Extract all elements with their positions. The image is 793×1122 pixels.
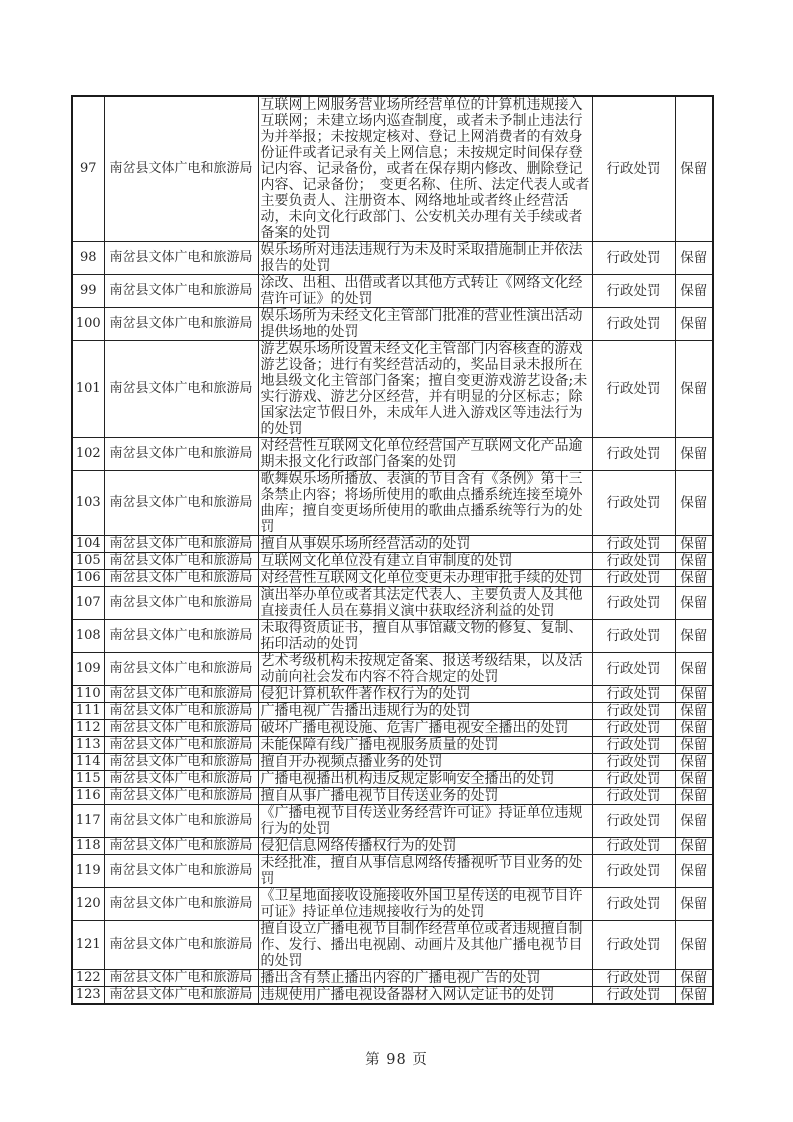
department-name: 南岔县文体广电和旅游局 [104, 855, 258, 888]
penalty-description: 歌舞娱乐场所播放、表演的节目含有《条例》第十三条禁止内容；将场所使用的歌曲点播系统连接至境外曲库；擅自变更场所使用的歌曲点播系统等行为的处罚 [258, 471, 592, 536]
retention-status: 保留 [675, 96, 713, 242]
penalty-type: 行政处罚 [592, 754, 675, 771]
penalty-description: 娱乐场所为未经文化主管部门批准的营业性演出活动提供场地的处罚 [258, 308, 592, 341]
table-row [72, 703, 713, 720]
department-name: 南岔县文体广电和旅游局 [104, 720, 258, 737]
penalty-type: 行政处罚 [592, 553, 675, 570]
row-number: 105 [72, 553, 104, 570]
penalty-description: 擅自设立广播电视节目制作经营单位或者违规擅自制作、发行、播出电视剧、动画片及其他广播电视节目的处罚 [258, 921, 592, 970]
row-number: 113 [72, 737, 104, 754]
department-name: 南岔县文体广电和旅游局 [104, 754, 258, 771]
table-row [72, 96, 713, 242]
row-number: 103 [72, 471, 104, 536]
table-row [72, 888, 713, 921]
penalty-type: 行政处罚 [592, 438, 675, 471]
row-number: 120 [72, 888, 104, 921]
department-name: 南岔县文体广电和旅游局 [104, 308, 258, 341]
penalty-type: 行政处罚 [592, 720, 675, 737]
row-number: 118 [72, 838, 104, 855]
penalty-type: 行政处罚 [592, 771, 675, 788]
department-name: 南岔县文体广电和旅游局 [104, 553, 258, 570]
penalty-description: 对经营性互联网文化单位变更未办理审批手续的处罚 [258, 570, 592, 587]
penalty-type: 行政处罚 [592, 703, 675, 720]
department-name: 南岔县文体广电和旅游局 [104, 471, 258, 536]
retention-status: 保留 [675, 242, 713, 275]
row-number: 98 [72, 242, 104, 275]
retention-status: 保留 [675, 737, 713, 754]
retention-status: 保留 [675, 587, 713, 620]
row-number: 123 [72, 987, 104, 1005]
row-number: 117 [72, 805, 104, 838]
row-number: 100 [72, 308, 104, 341]
penalty-type: 行政处罚 [592, 921, 675, 970]
penalty-description: 演出举办单位或者其法定代表人、主要负责人及其他直接责任人员在募捐义演中获取经济利益的处罚 [258, 587, 592, 620]
table-row [72, 788, 713, 805]
table-row [72, 737, 713, 754]
table-row [72, 686, 713, 703]
table-row [72, 653, 713, 686]
penalty-type: 行政处罚 [592, 587, 675, 620]
department-name: 南岔县文体广电和旅游局 [104, 620, 258, 653]
penalty-type: 行政处罚 [592, 987, 675, 1005]
table-row [72, 771, 713, 788]
penalty-type: 行政处罚 [592, 855, 675, 888]
retention-status: 保留 [675, 703, 713, 720]
penalty-type: 行政处罚 [592, 570, 675, 587]
penalty-description: 对经营性互联网文化单位经营国产互联网文化产品逾期未报文化行政部门备案的处罚 [258, 438, 592, 471]
penalty-type: 行政处罚 [592, 788, 675, 805]
penalty-table-body [72, 96, 713, 1004]
penalty-type: 行政处罚 [592, 653, 675, 686]
penalty-description: 侵犯计算机软件著作权行为的处罚 [258, 686, 592, 703]
department-name: 南岔县文体广电和旅游局 [104, 653, 258, 686]
row-number: 101 [72, 341, 104, 438]
penalty-description: 未经批准，擅自从事信息网络传播视听节目业务的处罚 [258, 855, 592, 888]
table-row [72, 970, 713, 987]
penalty-description: 《卫星地面接收设施接收外国卫星传送的电视节目许可证》持证单位违规接收行为的处罚 [258, 888, 592, 921]
retention-status: 保留 [675, 471, 713, 536]
retention-status: 保留 [675, 275, 713, 308]
retention-status: 保留 [675, 771, 713, 788]
department-name: 南岔县文体广电和旅游局 [104, 888, 258, 921]
retention-status: 保留 [675, 921, 713, 970]
table-row [72, 308, 713, 341]
penalty-description: 涂改、出租、出借或者以其他方式转让《网络文化经营许可证》的处罚 [258, 275, 592, 308]
retention-status: 保留 [675, 653, 713, 686]
row-number: 110 [72, 686, 104, 703]
penalty-type: 行政处罚 [592, 471, 675, 536]
retention-status: 保留 [675, 970, 713, 987]
table-row [72, 921, 713, 970]
penalty-type: 行政处罚 [592, 536, 675, 553]
penalty-description: 娱乐场所对违法违规行为未及时采取措施制止并依法报告的处罚 [258, 242, 592, 275]
department-name: 南岔县文体广电和旅游局 [104, 275, 258, 308]
row-number: 112 [72, 720, 104, 737]
penalty-type: 行政处罚 [592, 686, 675, 703]
table-row [72, 438, 713, 471]
department-name: 南岔县文体广电和旅游局 [104, 686, 258, 703]
row-number: 104 [72, 536, 104, 553]
row-number: 111 [72, 703, 104, 720]
retention-status: 保留 [675, 805, 713, 838]
penalty-description: 破坏广播电视设施、危害广播电视安全播出的处罚 [258, 720, 592, 737]
penalty-description: 侵犯信息网络传播权行为的处罚 [258, 838, 592, 855]
penalty-description: 播出含有禁止播出内容的广播电视广告的处罚 [258, 970, 592, 987]
penalty-type: 行政处罚 [592, 737, 675, 754]
retention-status: 保留 [675, 788, 713, 805]
row-number: 115 [72, 771, 104, 788]
retention-status: 保留 [675, 536, 713, 553]
penalty-type: 行政处罚 [592, 620, 675, 653]
row-number: 121 [72, 921, 104, 970]
retention-status: 保留 [675, 553, 713, 570]
penalty-type: 行政处罚 [592, 275, 675, 308]
row-number: 99 [72, 275, 104, 308]
table-row [72, 242, 713, 275]
table-row [72, 587, 713, 620]
penalty-description: 擅自从事广播电视节目传送业务的处罚 [258, 788, 592, 805]
retention-status: 保留 [675, 308, 713, 341]
page-number-footer: 第 98 页 [365, 1052, 428, 1068]
department-name: 南岔县文体广电和旅游局 [104, 805, 258, 838]
department-name: 南岔县文体广电和旅游局 [104, 587, 258, 620]
penalty-type: 行政处罚 [592, 970, 675, 987]
penalty-description: 擅自从事娱乐场所经营活动的处罚 [258, 536, 592, 553]
department-name: 南岔县文体广电和旅游局 [104, 921, 258, 970]
penalty-description: 擅自开办视频点播业务的处罚 [258, 754, 592, 771]
penalty-table [71, 95, 714, 1005]
penalty-description: 广播电视播出机构违反规定影响安全播出的处罚 [258, 771, 592, 788]
row-number: 114 [72, 754, 104, 771]
penalty-type: 行政处罚 [592, 805, 675, 838]
penalty-description: 艺术考级机构未按规定备案、报送考级结果，以及活动前向社会发布内容不符合规定的处罚 [258, 653, 592, 686]
penalty-description: 未能保障有线广播电视服务质量的处罚 [258, 737, 592, 754]
table-row [72, 341, 713, 438]
retention-status: 保留 [675, 888, 713, 921]
penalty-type: 行政处罚 [592, 242, 675, 275]
department-name: 南岔县文体广电和旅游局 [104, 788, 258, 805]
table-row [72, 987, 713, 1005]
retention-status: 保留 [675, 686, 713, 703]
row-number: 97 [72, 96, 104, 242]
table-row [72, 805, 713, 838]
retention-status: 保留 [675, 838, 713, 855]
department-name: 南岔县文体广电和旅游局 [104, 242, 258, 275]
row-number: 108 [72, 620, 104, 653]
table-row [72, 553, 713, 570]
penalty-description: 互联网文化单位没有建立自审制度的处罚 [258, 553, 592, 570]
penalty-type: 行政处罚 [592, 308, 675, 341]
row-number: 116 [72, 788, 104, 805]
retention-status: 保留 [675, 570, 713, 587]
department-name: 南岔县文体广电和旅游局 [104, 970, 258, 987]
table-row [72, 754, 713, 771]
retention-status: 保留 [675, 620, 713, 653]
row-number: 107 [72, 587, 104, 620]
penalty-description: 互联网上网服务营业场所经营单位的计算机违规接入互联网；未建立场内巡查制度，或者未予制止违法行为并举报；未按规定核对、登记上网消费者的有效身份证件或者记录有关上网信息；未按规定时间保存登记内容、记录备份，或者在保存期内修改、删除登记内容、记录备份； 变更名称、住所、法定代表人或者主要负责人、注册资本、网络地址或者终止经营活动，未向文化行政部门、公安机关办理有关手续或者备案的处罚 [258, 96, 592, 242]
penalty-description: 违规使用广播电视设备器材入网认定证书的处罚 [258, 987, 592, 1005]
table-row [72, 471, 713, 536]
department-name: 南岔县文体广电和旅游局 [104, 438, 258, 471]
department-name: 南岔县文体广电和旅游局 [104, 570, 258, 587]
penalty-type: 行政处罚 [592, 341, 675, 438]
retention-status: 保留 [675, 438, 713, 471]
retention-status: 保留 [675, 341, 713, 438]
department-name: 南岔县文体广电和旅游局 [104, 987, 258, 1005]
department-name: 南岔县文体广电和旅游局 [104, 341, 258, 438]
penalty-description: 广播电视广告播出违规行为的处罚 [258, 703, 592, 720]
penalty-description: 《广播电视节目传送业务经营许可证》持证单位违规行为的处罚 [258, 805, 592, 838]
penalty-type: 行政处罚 [592, 96, 675, 242]
penalty-table-wrap [71, 95, 714, 1005]
department-name: 南岔县文体广电和旅游局 [104, 771, 258, 788]
department-name: 南岔县文体广电和旅游局 [104, 703, 258, 720]
table-row [72, 536, 713, 553]
retention-status: 保留 [675, 987, 713, 1005]
penalty-type: 行政处罚 [592, 888, 675, 921]
table-row [72, 620, 713, 653]
table-row [72, 855, 713, 888]
department-name: 南岔县文体广电和旅游局 [104, 536, 258, 553]
row-number: 106 [72, 570, 104, 587]
department-name: 南岔县文体广电和旅游局 [104, 838, 258, 855]
department-name: 南岔县文体广电和旅游局 [104, 96, 258, 242]
retention-status: 保留 [675, 720, 713, 737]
department-name: 南岔县文体广电和旅游局 [104, 737, 258, 754]
penalty-type: 行政处罚 [592, 838, 675, 855]
table-row [72, 838, 713, 855]
retention-status: 保留 [675, 855, 713, 888]
retention-status: 保留 [675, 754, 713, 771]
table-row [72, 275, 713, 308]
row-number: 119 [72, 855, 104, 888]
row-number: 102 [72, 438, 104, 471]
table-row [72, 720, 713, 737]
penalty-description: 游艺娱乐场所设置未经文化主管部门内容核查的游戏游艺设备；进行有奖经营活动的，奖品目录未报所在地县级文化主管部门备案；擅自变更游戏游艺设备;未实行游戏、游艺分区经营，并有明显的分区标志；除国家法定节假日外，未成年人进入游戏区等违法行为的处罚 [258, 341, 592, 438]
row-number: 122 [72, 970, 104, 987]
penalty-description: 未取得资质证书，擅自从事馆藏文物的修复、复制、拓印活动的处罚 [258, 620, 592, 653]
row-number: 109 [72, 653, 104, 686]
table-row [72, 570, 713, 587]
